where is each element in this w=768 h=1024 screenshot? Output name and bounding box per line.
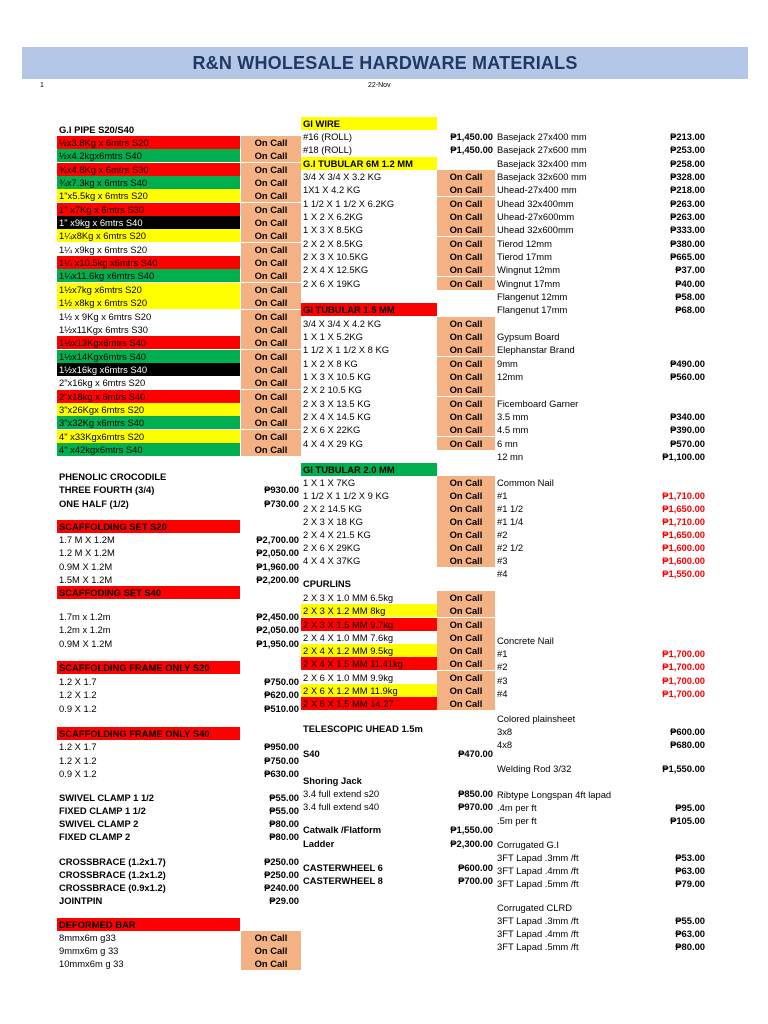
item-price: ₱510.00 [264,703,299,714]
on-call-badge: On Call [241,957,301,970]
on-call-badge: On Call [437,697,495,710]
item-name: Basejack 32x600 mm [497,171,587,182]
item-name: #16 (ROLL) [303,131,352,142]
item-name: Uhead 32x600mm [497,224,574,235]
on-call-badge: On Call [437,489,495,502]
item-price: ₱95.00 [675,802,705,813]
item-name: 3FT Lapad .5mm /ft [497,878,579,889]
item-name: 1"x5.5kg x 6mtrs S20 [57,189,240,202]
item-price: ₱2,200.00 [256,574,299,585]
on-call-badge: On Call [437,223,495,236]
item-price: ₱1,700.00 [662,688,705,699]
item-name: 4x8 [497,739,513,750]
on-call-badge: On Call [437,330,495,343]
item-name: 9mmx6m g 33 [59,945,119,956]
item-name: 0.9 X 1.2 [59,703,97,714]
item-price: ₱105.00 [670,815,705,826]
item-name: 1" x7Kg x 6mtrs S30 [57,203,240,216]
item-price: ₱55.00 [675,915,705,926]
item-name: ONE HALF (1/2) [59,498,129,509]
section-heading: Shoring Jack [303,775,362,786]
item-name: JOINTPIN [59,895,103,906]
item-price: ₱63.00 [675,928,705,939]
item-name: 3FT Lapad .4mm /ft [497,928,579,939]
item-price: ₱240.00 [264,882,299,893]
item-price: ₱53.00 [675,852,705,863]
on-call-badge: On Call [241,363,301,376]
item-name: #3 [497,555,508,566]
item-name: #2 [497,661,508,672]
item-name: 3"x26Kgx 6mtrs S20 [57,403,240,416]
item-name: 1.7m x 1.2m [59,611,111,622]
item-name: 1 1/2 X 1 1/2 X 9 KG [303,490,389,501]
item-price: ₱37.00 [675,264,705,275]
on-call-badge: On Call [437,197,495,210]
item-price: ₱470.00 [458,748,493,759]
section-heading: CPURLINS [303,578,351,589]
item-name: 3.5 mm [497,411,529,422]
on-call-badge: On Call [437,357,495,370]
item-name: 1½x13Kgx6mtrs S40 [57,336,240,349]
section-heading: GI WIRE [301,117,437,130]
item-name: 1½x16kg x6mtrs S40 [57,363,240,376]
item-price: ₱490.00 [670,358,705,369]
item-price: ₱80.00 [675,941,705,952]
item-name: 1 X 3 X 8.5KG [303,224,363,235]
item-name: CROSSBRACE (0.9x1.2) [59,882,166,893]
on-call-badge: On Call [437,528,495,541]
item-name: 2 X 4 X 1.5 MM 11.41kg [301,657,437,670]
item-name: CROSSBRACE (1.2x1.2) [59,869,166,880]
item-price: ₱1,710.00 [662,490,705,501]
item-price: ₱1,550.00 [450,824,493,835]
item-name: 2 X 4 X 14.5 KG [303,411,371,422]
section-heading: Ribtype Longspan 4ft lapad [497,789,612,800]
item-name: Wingnut 12mm [497,264,561,275]
section-heading: Gypsum Board [497,331,560,342]
item-price: ₱1,100.00 [662,451,705,462]
on-call-badge: On Call [437,210,495,223]
on-call-badge: On Call [437,671,495,684]
item-price: ₱1,600.00 [662,542,705,553]
on-call-badge: On Call [437,263,495,276]
item-name: 2 X 2 10.5 KG [303,384,362,395]
item-name: 2"x18kg x 6mtrs S40 [57,390,240,403]
on-call-badge: On Call [241,243,301,256]
item-name: 1 X 1 X 5.2KG [303,331,363,342]
item-name: 2 X 3 X 1.2 MM 8kg [301,604,437,617]
section-heading: GI TUBULAR 1.5 MM [301,303,437,316]
item-name: 2 X 6 X 1.0 MM 9.9kg [303,672,394,683]
on-call-badge: On Call [241,163,301,176]
item-name: 1.2m x 1.2m [59,624,111,635]
on-call-badge: On Call [241,931,301,944]
on-call-badge: On Call [241,310,301,323]
item-name: Ladder [303,838,335,849]
on-call-badge: On Call [437,383,495,396]
item-name: FIXED CLAMP 1 1/2 [59,805,146,816]
item-name: 2 X 6 X 1.5 MM 14.27 [301,697,437,710]
item-name: 2 X 4 X 12.5KG [303,264,369,275]
item-price: ₱1,700.00 [662,661,705,672]
item-name: 1½x7kg x6mtrs S20 [57,283,240,296]
on-call-badge: On Call [241,136,301,149]
page-number: 1 [40,82,44,89]
section-heading: PHENOLIC CROCODILE [59,471,167,482]
on-call-badge: On Call [437,554,495,567]
item-name: 3x8 [497,726,513,737]
item-name: 1½x14Kgx6mtrs S40 [57,350,240,363]
item-price: ₱1,950.00 [256,638,299,649]
item-name: Uhead 32x400mm [497,198,574,209]
item-price: ₱950.00 [264,741,299,752]
item-price: ₱390.00 [670,424,705,435]
item-name: #2 1/2 [497,542,524,553]
section-heading: G.I TUBULAR 6M 1.2 MM [301,157,437,170]
item-name: Welding Rod 3/32 [497,763,572,774]
section-heading: Corrugated G.I [497,839,560,850]
item-price: ₱80.00 [269,831,299,842]
item-name: 10mmx6m g 33 [59,958,124,969]
item-price: ₱560.00 [670,371,705,382]
item-name: 1¼ x10.5kg x6mtrs S40 [57,256,240,269]
item-price: ₱263.00 [670,198,705,209]
on-call-badge: On Call [437,618,495,631]
item-name: 3.4 full extend s20 [303,788,380,799]
on-call-badge: On Call [437,644,495,657]
on-call-badge: On Call [437,657,495,670]
item-name: 2 X 3 X 1.5 MM 9.7kg [301,618,437,631]
on-call-badge: On Call [437,237,495,250]
item-price: ₱700.00 [458,875,493,886]
item-name: 2 X 4 X 1.2 MM 9.5kg [301,644,437,657]
section-heading: TELESCOPIC UHEAD 1.5m [303,723,423,734]
item-price: ₱600.00 [670,726,705,737]
item-name: 1.2 X 1.7 [59,741,97,752]
item-name: .4m per ft [497,802,537,813]
item-name: 12 mn [497,451,524,462]
item-name: ¾x4.8Kg x 6mtrs S30 [57,163,240,176]
on-call-badge: On Call [437,370,495,383]
item-name: 2 X 4 X 21.5 KG [303,529,371,540]
item-name: CASTERWHEEL 6 [303,862,383,873]
item-price: ₱1,600.00 [662,555,705,566]
item-name: 2 X 6 X 22KG [303,424,361,435]
item-name: 3"x32Kg x6mtrs S40 [57,416,240,429]
item-price: ₱80.00 [269,818,299,829]
on-call-badge: On Call [241,149,301,162]
item-name: 1 1/2 X 1 1/2 X 8 KG [303,344,389,355]
item-price: ₱850.00 [458,788,493,799]
item-price: ₱55.00 [269,805,299,816]
item-price: ₱250.00 [264,856,299,867]
item-name: SWIVEL CLAMP 2 [59,818,139,829]
section-heading: Elephanstar Brand [497,344,575,355]
on-call-badge: On Call [241,416,301,429]
item-name: 1½x11Kgx 6mtrs S30 [59,324,148,335]
item-name: Uhead-27x600mm [497,211,575,222]
item-name: 4 X 4 X 29 KG [303,438,363,449]
item-name: 2 X 6 X 29KG [303,542,361,553]
on-call-badge: On Call [437,423,495,436]
section-heading: Common Nail [497,477,554,488]
item-name: 3FT Lapad .3mm /ft [497,852,579,863]
section-heading: Colored plainsheet [497,713,576,724]
item-name: SWIVEL CLAMP 1 1/2 [59,792,154,803]
item-name: 2 X 6 X 1.2 MM 11.9kg [301,684,437,697]
item-name: CASTERWHEEL 8 [303,875,383,886]
item-price: ₱258.00 [670,158,705,169]
item-name: Basejack 27x400 mm [497,131,587,142]
on-call-badge: On Call [437,476,495,489]
item-price: ₱40.00 [675,278,705,289]
item-name: 9mm [497,358,518,369]
on-call-badge: On Call [437,410,495,423]
item-name: 3.4 full extend s40 [303,801,380,812]
on-call-badge: On Call [241,296,301,309]
on-call-badge: On Call [241,390,301,403]
item-price: ₱1,450.00 [450,144,493,155]
item-price: ₱250.00 [264,869,299,880]
item-name: 1 1/2 X 1 1/2 X 6.2KG [303,198,395,209]
on-call-badge: On Call [241,944,301,957]
on-call-badge: On Call [437,250,495,263]
item-name: 4 X 4 X 37KG [303,555,361,566]
item-name: FIXED CLAMP 2 [59,831,131,842]
on-call-badge: On Call [437,170,495,183]
item-name: 1.2 X 1.2 [59,755,97,766]
item-name: 1 X 2 X 8 KG [303,358,358,369]
item-name: #4 [497,688,508,699]
item-price: ₱1,650.00 [662,503,705,514]
item-price: ₱55.00 [269,792,299,803]
on-call-badge: On Call [241,403,301,416]
item-name: Catwalk /Flatform [303,824,382,835]
item-price: ₱253.00 [670,144,705,155]
item-price: ₱1,710.00 [662,516,705,527]
item-name: Tierod 12mm [497,238,552,249]
item-name: 6 mn [497,438,518,449]
item-name: S40 [303,748,320,759]
section-heading: G.I PIPE S20/S40 [59,124,135,135]
item-name: ¾x7.3kg x 6mtrs S40 [57,176,240,189]
on-call-badge: On Call [241,176,301,189]
item-name: 2 X 3 X 13.5 KG [303,398,371,409]
item-name: 2 X 4 X 1.0 MM 7.6kg [303,632,394,643]
item-price: ₱600.00 [458,862,493,873]
section-heading: Corrugated CLRD [497,902,573,913]
item-price: ₱750.00 [264,755,299,766]
item-name: Basejack 32x400 mm [497,158,587,169]
date-label: 22-Nov [368,82,391,89]
item-price: ₱380.00 [670,238,705,249]
item-name: 3FT Lapad .4mm /ft [497,865,579,876]
item-name: 2 X 3 X 1.0 MM 6.5kg [303,592,394,603]
on-call-badge: On Call [437,343,495,356]
on-call-badge: On Call [241,229,301,242]
item-name: #3 [497,675,508,686]
item-price: ₱2,450.00 [256,611,299,622]
item-name: 1 X 1 X 7KG [303,477,356,488]
item-name: #1 1/2 [497,503,524,514]
item-price: ₱750.00 [264,676,299,687]
item-price: ₱63.00 [675,865,705,876]
on-call-badge: On Call [241,350,301,363]
item-price: ₱218.00 [670,184,705,195]
item-name: #1 [497,490,508,501]
item-price: ₱1,700.00 [662,675,705,686]
item-price: ₱79.00 [675,878,705,889]
item-name: 3/4 X 3/4 X 3.2 KG [303,171,382,182]
on-call-badge: On Call [437,631,495,644]
item-price: ₱1,550.00 [662,568,705,579]
item-name: 1.7 M X 1.2M [59,534,115,545]
item-name: Basejack 27x600 mm [497,144,587,155]
item-price: ₱213.00 [670,131,705,142]
item-name: 8mmx6m g33 [59,932,116,943]
on-call-badge: On Call [437,397,495,410]
item-name: 2 X 2 14.5 KG [303,503,362,514]
item-name: ½x3.8Kg x 6mtrs S20 [57,136,240,149]
item-name: 1½ x 9Kg x 6mtrs S20 [59,311,152,322]
on-call-badge: On Call [437,317,495,330]
item-name: 1.2 X 1.2 [59,689,97,700]
item-price: ₱2,300.00 [450,838,493,849]
item-price: ₱630.00 [264,768,299,779]
item-name: 0.9M X 1.2M [59,561,113,572]
item-name: CROSSBRACE (1.2x1.7) [59,856,166,867]
item-name: #1 [497,648,508,659]
section-heading: Concrete Nail [497,635,554,646]
item-price: ₱2,050.00 [256,547,299,558]
item-name: 3/4 X 3/4 X 4.2 KG [303,318,382,329]
on-call-badge: On Call [241,443,301,456]
on-call-badge: On Call [241,256,301,269]
item-name: 3FT Lapad .3mm /ft [497,915,579,926]
item-price: ₱328.00 [670,171,705,182]
item-price: ₱58.00 [675,291,705,302]
item-price: ₱620.00 [264,689,299,700]
item-name: #18 (ROLL) [303,144,352,155]
item-name: 1 X 2 X 6.2KG [303,211,363,222]
item-name: 4" x33Kgx6mtrs S20 [57,430,240,443]
item-name: Wingnut 17mm [497,278,561,289]
item-name: #2 [497,529,508,540]
item-name: 0.9 X 1.2 [59,768,97,779]
item-name: 1½ x8kg x 6mtrs S20 [57,296,240,309]
section-heading: SCAFFODING SET S40 [57,586,240,599]
item-name: 3FT Lapad .5mm /ft [497,941,579,952]
item-name: 2 X 2 X 8.5KG [303,238,363,249]
on-call-badge: On Call [437,515,495,528]
item-price: ₱29.00 [269,895,299,906]
item-price: ₱665.00 [670,251,705,262]
item-price: ₱2,050.00 [256,624,299,635]
item-name: Uhead-27x400 mm [497,184,577,195]
item-name: THREE FOURTH (3/4) [59,484,155,495]
item-name: 1.2 M X 1.2M [59,547,115,558]
section-heading: SCAFFOLDING FRAME ONLY S20 [57,661,240,674]
item-price: ₱570.00 [670,438,705,449]
item-name: 1¼x8Kg x 6mtrs S20 [57,229,240,242]
section-heading: SCAFFOLDING SET S20 [57,520,240,533]
section-heading: DEFORMED BAR [57,918,240,931]
on-call-badge: On Call [241,376,301,389]
item-name: 12mm [497,371,524,382]
item-name: 1.2 X 1.7 [59,676,97,687]
on-call-badge: On Call [241,336,301,349]
item-price: ₱730.00 [264,498,299,509]
item-name: Tierod 17mm [497,251,552,262]
on-call-badge: On Call [241,430,301,443]
item-name: 1.5M X 1.2M [59,574,113,585]
on-call-badge: On Call [241,269,301,282]
item-name: 2 X 3 X 18 KG [303,516,363,527]
item-name: 1¼x11.6kg x6mtrs S40 [57,269,240,282]
item-price: ₱930.00 [264,484,299,495]
page-title: R&N WHOLESALE HARDWARE MATERIALS [22,47,748,79]
item-name: .5m per ft [497,815,537,826]
section-heading: Ficemboard Garner [497,398,579,409]
item-name: ½x4.2kgx6mtrs S40 [57,149,240,162]
item-name: 2 X 3 X 10.5KG [303,251,369,262]
on-call-badge: On Call [241,283,301,296]
on-call-badge: On Call [437,437,495,450]
item-price: ₱263.00 [670,211,705,222]
item-price: ₱1,450.00 [450,131,493,142]
section-heading: SCAFFOLDING FRAME ONLY S40 [57,727,240,740]
item-price: ₱680.00 [670,739,705,750]
on-call-badge: On Call [437,541,495,554]
item-name: 1 X 3 X 10.5 KG [303,371,371,382]
item-price: ₱1,650.00 [662,529,705,540]
item-name: 2 X 6 X 19KG [303,278,361,289]
on-call-badge: On Call [437,684,495,697]
on-call-badge: On Call [241,189,301,202]
item-name: 1X1 X 4.2 KG [303,184,361,195]
item-price: ₱1,960.00 [256,561,299,572]
item-price: ₱1,550.00 [662,763,705,774]
item-name: 4" x42kgx6mtrs S40 [57,443,240,456]
item-price: ₱340.00 [670,411,705,422]
item-price: ₱2,700.00 [256,534,299,545]
item-name: #1 1/4 [497,516,524,527]
on-call-badge: On Call [241,323,301,336]
on-call-badge: On Call [437,277,495,290]
item-name: 1¼ x9kg x 6mtrs S20 [59,244,148,255]
item-name: 2"x16kg x 6mtrs S20 [59,377,146,388]
on-call-badge: On Call [437,604,495,617]
item-price: ₱333.00 [670,224,705,235]
item-price: ₱1,700.00 [662,648,705,659]
item-name: 1" x9kg x 6mtrs S40 [57,216,240,229]
item-price: ₱68.00 [675,304,705,315]
item-name: #4 [497,568,508,579]
on-call-badge: On Call [437,591,495,604]
section-heading: GI TUBULAR 2.0 MM [301,463,437,476]
on-call-badge: On Call [437,183,495,196]
on-call-badge: On Call [241,216,301,229]
item-name: Flangenut 17mm [497,304,568,315]
on-call-badge: On Call [241,203,301,216]
item-name: 0.9M X 1.2M [59,638,113,649]
on-call-badge: On Call [437,502,495,515]
item-name: 4.5 mm [497,424,529,435]
item-name: Flangenut 12mm [497,291,568,302]
item-price: ₱970.00 [458,801,493,812]
